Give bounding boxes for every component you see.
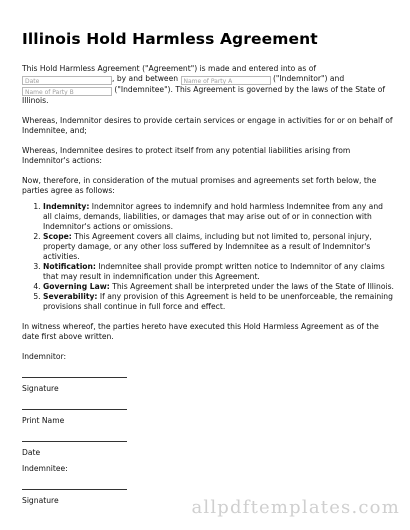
now-therefore-paragraph: Now, therefore, in consideration of the mutual promises and agreements set forth below, the parties agree as follows: — [22, 176, 377, 195]
clause-item — [43, 292, 394, 312]
indemnitor-label: Indemnitor: — [22, 352, 67, 361]
watermark: allpdftemplates.com — [191, 497, 400, 518]
signature-label: Signature — [22, 384, 59, 393]
clause-item — [43, 282, 394, 292]
witness-paragraph: In witness whereof, the parties hereto have executed this Hold Harmless Agreement as of the date first above written. — [22, 322, 379, 341]
clause-text: This Agreement covers all claims, including but not limited to, personal injury, property damage, or any other loss suffered by Indemnitee as a result of Indemnitor's activities. — [43, 232, 372, 261]
clause-term: Indemnity: — [43, 202, 90, 211]
clause-text: Indemnitor agrees to indemnify and hold harmless Indemnitee from any and all claims, demands, liabilities, or damages that may arise out of or in connection with Indemnitor's actions or omissions. — [43, 202, 383, 231]
print-name-line[interactable] — [22, 409, 127, 410]
whereas-paragraph-2: Whereas, Indemnitee desires to protect itself from any potential liabilities arising from Indemnitor's actions: — [22, 146, 351, 165]
clause-item — [43, 232, 394, 262]
clause-text: If any provision of this Agreement is held to be unenforceable, the remaining provisions shall continue in full force and effect. — [43, 292, 393, 311]
clause-item — [43, 202, 394, 232]
clause-text: Indemnitee shall provide prompt written notice to Indemnitor of any claims that may result in indemnification under this Agreement. — [43, 262, 385, 281]
date-label: Date — [22, 448, 41, 457]
date-field[interactable]: Date — [22, 76, 112, 85]
clause-term: Governing Law: — [43, 282, 110, 291]
signature-label-2: Signature — [22, 496, 59, 505]
indemnitee-signature-line[interactable] — [22, 489, 127, 490]
whereas-paragraph-1: Whereas, Indemnitor desires to provide certain services or engage in activities for or on behalf of Indemnitee, and; — [22, 116, 393, 135]
intro-paragraph — [22, 64, 394, 106]
clause-term: Notification: — [43, 262, 96, 271]
clause-text: This Agreement shall be interpreted under the laws of the State of Illinois. — [109, 282, 394, 291]
clause-term: Severability: — [43, 292, 98, 301]
date-line[interactable] — [22, 441, 127, 442]
indemnitee-label: Indemnitee: — [22, 464, 68, 473]
party-a-name-field[interactable]: Name of Party A — [181, 76, 271, 85]
clause-item — [43, 262, 394, 282]
document-title: Illinois Hold Harmless Agreement — [22, 30, 318, 48]
party-b-name-field[interactable]: Name of Party B — [22, 87, 112, 96]
clauses-list — [22, 202, 394, 312]
intro-text-3: ("Indemnitor") and — [272, 74, 345, 83]
indemnitor-signature-line[interactable] — [22, 377, 127, 378]
print-name-label: Print Name — [22, 416, 65, 425]
intro-text-2: , by and between — [112, 74, 179, 83]
intro-text-4: ("Indemnitee"). This Agreement is governed by the laws of the State of Illinois. — [22, 85, 386, 105]
clause-term: Scope: — [43, 232, 72, 241]
intro-text-1: This Hold Harmless Agreement ("Agreement") is made and entered into as of — [22, 64, 317, 73]
document-page — [22, 30, 394, 506]
